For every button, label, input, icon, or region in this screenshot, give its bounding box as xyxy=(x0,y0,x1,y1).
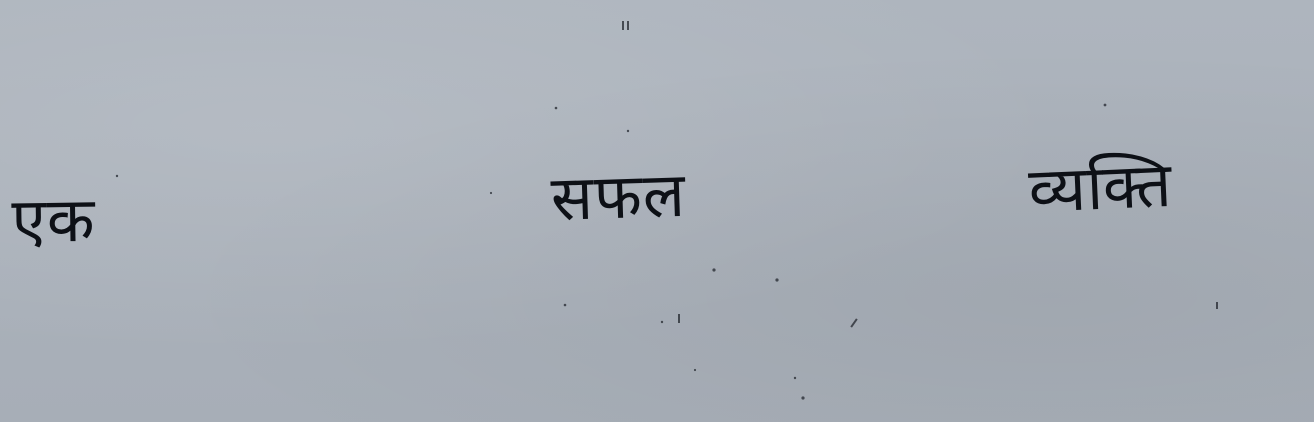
speck xyxy=(661,321,663,323)
speck xyxy=(627,130,629,132)
speck xyxy=(555,107,558,110)
speck xyxy=(694,369,696,371)
speck xyxy=(775,278,778,281)
speck xyxy=(116,175,118,177)
speck-quote-right xyxy=(627,21,629,30)
speck-quote-left xyxy=(622,21,624,30)
speck xyxy=(1104,104,1107,107)
speck xyxy=(564,304,567,307)
speck xyxy=(801,396,804,399)
speck xyxy=(490,192,492,194)
speck xyxy=(794,377,796,379)
speck xyxy=(678,314,680,323)
speck xyxy=(1216,302,1218,309)
speck xyxy=(850,318,857,327)
handwritten-word-3: व्यक्ति xyxy=(1027,147,1174,227)
handwritten-word-2: सफल xyxy=(549,157,687,235)
handwritten-word-1: एक xyxy=(11,182,96,257)
speck xyxy=(712,268,715,271)
